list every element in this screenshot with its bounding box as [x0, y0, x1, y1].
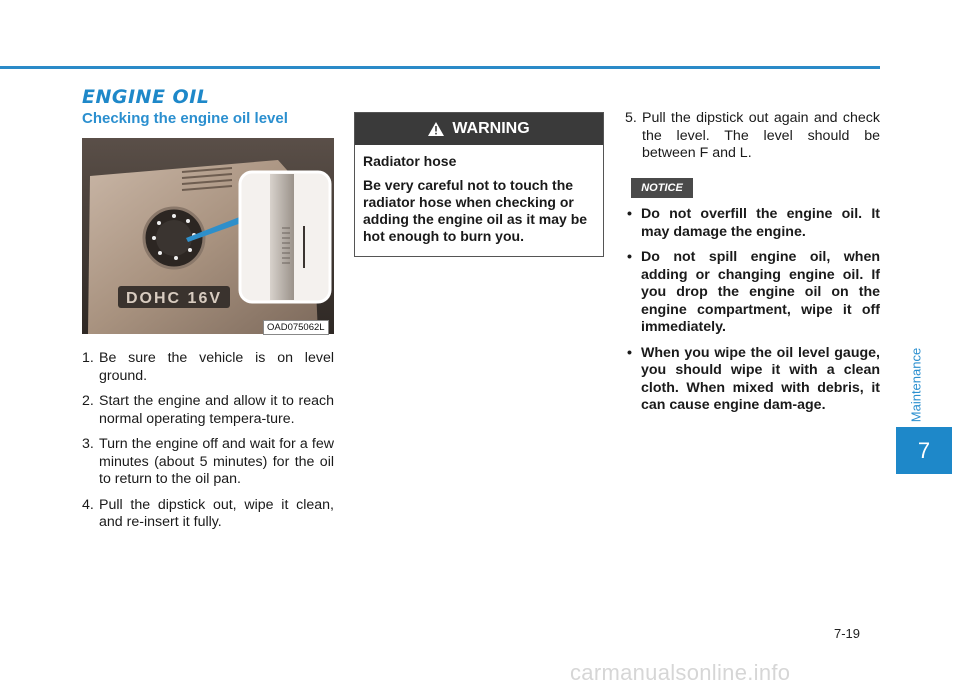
warning-heading: Radiator hose — [363, 153, 457, 169]
step-4: 4. Pull the dipstick out, wipe it clean, and re-insert it fully. — [82, 496, 334, 530]
warning-header — [355, 113, 603, 145]
notice-item: • Do not spill engine oil, when adding or changing engine oil. If you drop the engine oil on the engine compartment, wipe it off immediately. — [627, 249, 880, 335]
watermark: carmanualsonline.info — [570, 660, 791, 685]
warning-text: Be very careful not to touch the radiator hose when checking or adding the engine oil as it may be hot enough to burn you. — [363, 177, 588, 244]
step-2: 2. Start the engine and allow it to reach normal operating tempera-ture. — [82, 393, 334, 427]
engine-badge-text: DOHC 16V — [125, 290, 223, 307]
dipstick-blade — [270, 174, 294, 300]
step-3: 3. Turn the engine off and wait for a few minutes (about 5 minutes) for the oil to return to the oil pan. — [82, 436, 334, 487]
header-rule — [0, 66, 880, 69]
notice-item: • When you wipe the oil level gauge, you should wipe it with a clean cloth. When mixed with debris, it can cause engine dam-age. — [627, 344, 880, 413]
sub-heading: Checking the engine oil level — [82, 110, 288, 127]
warning-triangle-icon — [428, 122, 444, 136]
step-5-block — [625, 110, 880, 171]
notice-item: • Do not overfill the engine oil. It may damage the engine. — [627, 206, 880, 240]
step-5: 5. Pull the dipstick out again and check the level. The level should be between F and L. — [625, 110, 880, 161]
notice-badge: NOTICE — [631, 178, 693, 198]
warning-body — [355, 145, 603, 245]
warning-box — [354, 112, 604, 257]
steps-list — [82, 350, 334, 540]
chapter-tab: 7 — [896, 427, 952, 474]
step-1: 1. Be sure the vehicle is on level ground. — [82, 350, 334, 384]
notice-list — [625, 206, 880, 423]
engine-figure — [82, 138, 334, 334]
warning-label: WARNING — [452, 120, 530, 137]
section-title: ENGINE OIL — [82, 86, 210, 108]
chapter-side-label: Maintenance — [908, 347, 924, 423]
page-number: 7-19 — [834, 626, 861, 641]
figure-caption: OAD075062L — [263, 320, 329, 335]
